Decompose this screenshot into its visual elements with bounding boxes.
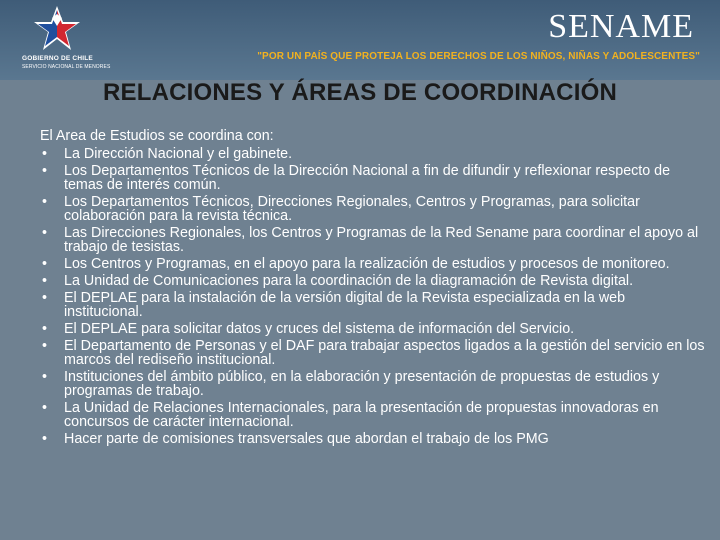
- list-item: [40, 338, 705, 369]
- slide-title: RELACIONES Y ÁREAS DE COORDINACIÓN: [103, 79, 617, 106]
- list-item-text: La Unidad de Comunicaciones para la coordinación de la diagramación de Revista digital.: [64, 273, 634, 289]
- bullet-icon: •: [42, 146, 48, 162]
- bullet-icon: •: [42, 194, 48, 210]
- bullet-icon: •: [42, 273, 48, 289]
- list-item: [40, 194, 705, 225]
- logo-caption: GOBIERNO DE CHILE: [22, 55, 93, 62]
- gobierno-de-chile-star-icon: [30, 4, 84, 54]
- bullet-list: [40, 146, 705, 448]
- list-item-text: Los Departamentos Técnicos, Direcciones Regionales, Centros y Programas, para solicitar colaboración para la revista técnica.: [64, 194, 640, 224]
- logo-subcaption: SERVICIO NACIONAL DE MENORES: [22, 64, 111, 70]
- bullet-icon: •: [42, 338, 48, 354]
- list-item-text: La Dirección Nacional y el gabinete.: [64, 146, 293, 162]
- bullet-icon: •: [42, 400, 48, 416]
- list-item: [40, 290, 705, 321]
- slide-body: [40, 128, 705, 448]
- list-item-text: Instituciones del ámbito público, en la elaboración y presentación de propuestas de estudios y programas de trabajo.: [64, 369, 660, 399]
- list-item-text: Las Direcciones Regionales, los Centros y Programas de la Red Sename para coordinar el apoyo al trabajo de tesistas.: [64, 225, 699, 255]
- bullet-icon: •: [42, 256, 48, 272]
- bullet-icon: •: [42, 431, 48, 447]
- list-item-text: Los Centros y Programas, en el apoyo para la realización de estudios y procesos de monitoreo.: [64, 256, 670, 272]
- list-item-text: El Departamento de Personas y el DAF para trabajar aspectos ligados a la gestión del servicio en los marcos del rediseño institucional.: [64, 338, 705, 368]
- list-item: [40, 256, 705, 273]
- list-item-text: Los Departamentos Técnicos de la Dirección Nacional a fin de difundir y reflexionar respecto de temas de interés común.: [64, 163, 671, 193]
- list-item: [40, 225, 705, 256]
- list-item: [40, 273, 705, 290]
- header-bar: [0, 0, 720, 80]
- list-item: [40, 431, 705, 448]
- list-item: [40, 400, 705, 431]
- bullet-icon: •: [42, 163, 48, 179]
- list-item-text: El DEPLAE para solicitar datos y cruces del sistema de información del Servicio.: [64, 321, 575, 337]
- list-item-text: El DEPLAE para la instalación de la versión digital de la Revista especializada en la web institucional.: [64, 290, 626, 320]
- list-item: [40, 146, 705, 163]
- list-item: [40, 163, 705, 194]
- bullet-icon: •: [42, 321, 48, 337]
- bullet-icon: •: [42, 290, 48, 306]
- bullet-icon: •: [42, 369, 48, 385]
- brand-name: SENAME: [548, 8, 694, 45]
- list-item-text: Hacer parte de comisiones transversales que abordan el trabajo de los PMG: [64, 431, 549, 447]
- list-item-text: La Unidad de Relaciones Internacionales, para la presentación de propuestas innovadoras en concursos de carácter internacional.: [64, 400, 659, 430]
- bullet-icon: •: [42, 225, 48, 241]
- list-item: [40, 321, 705, 338]
- intro-text: El Area de Estudios se coordina con:: [40, 128, 274, 144]
- list-item: [40, 369, 705, 400]
- tagline: "POR UN PAÍS QUE PROTEJA LOS DERECHOS DE LOS NIÑOS, NIÑAS Y ADOLESCENTES": [257, 51, 700, 62]
